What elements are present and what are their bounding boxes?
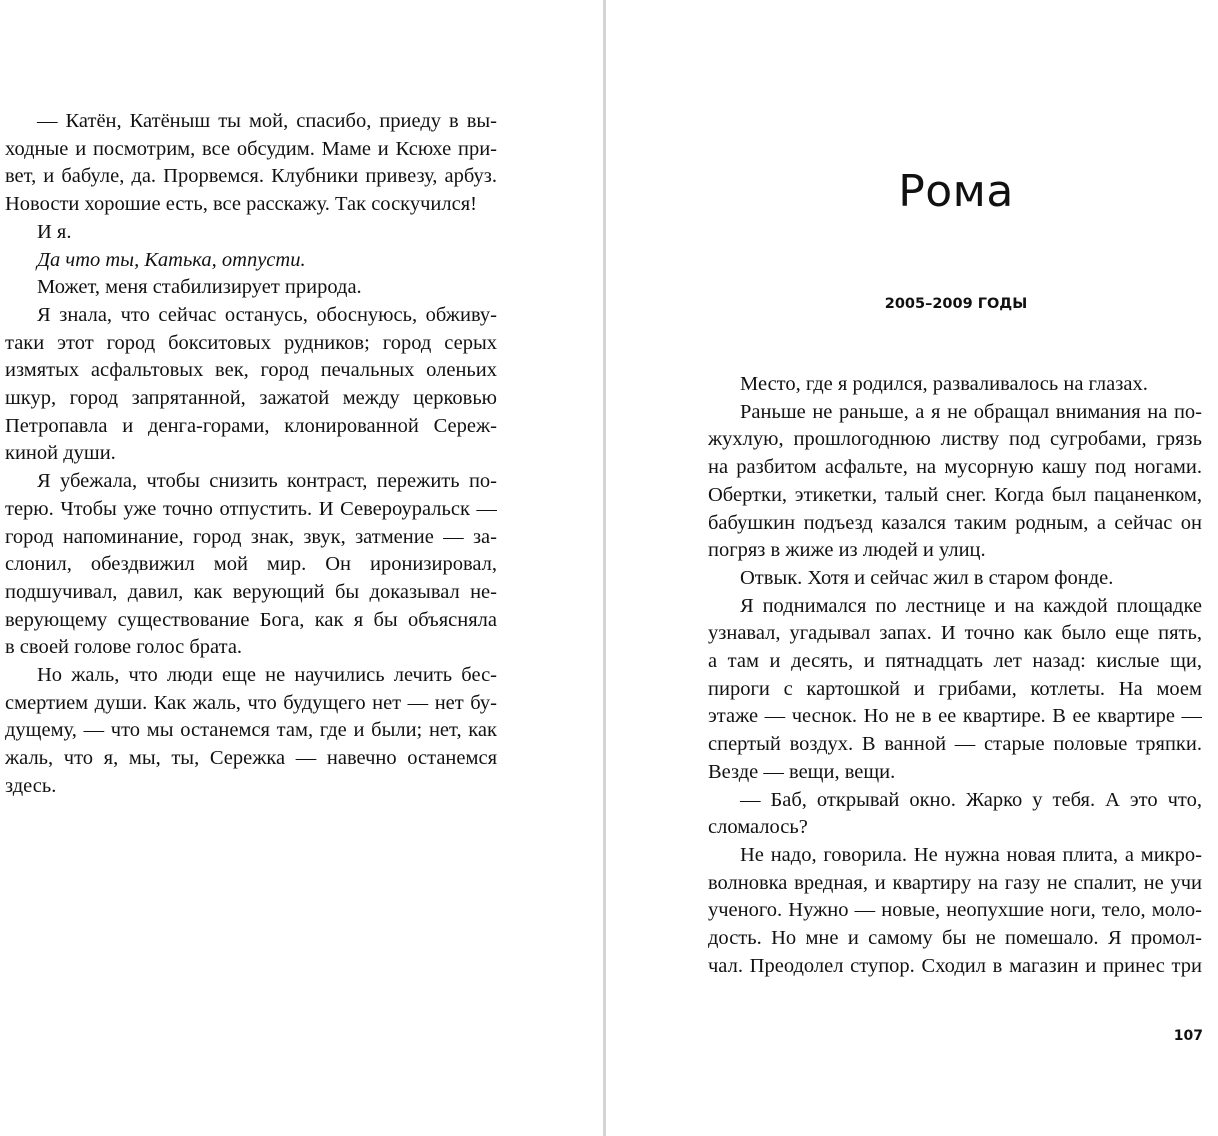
page-number: 107 xyxy=(1173,1028,1203,1044)
left-page-text xyxy=(5,108,497,801)
text-line: Я убежала, чтобы снизить контраст, пережить по- xyxy=(37,470,497,493)
right-page xyxy=(606,0,1218,1136)
text-line: измятых асфальтовых век, город печальных оленьих xyxy=(5,359,497,382)
text-line: Везде — вещи, вещи. xyxy=(708,760,896,783)
text-line: дущему, — что мы останемся там, где и были; нет, как xyxy=(5,719,497,742)
text-line: город напоминание, город знак, звук, затмение — за- xyxy=(5,525,497,548)
text-line: таки этот город бокситовых рудников; город серых xyxy=(5,331,497,354)
text-line: Место, где я родился, разваливалось на глазах. xyxy=(740,373,1148,395)
text-line: И я. xyxy=(37,220,72,243)
text-line: этаже — чеснок. Но не в ее квартире. В ее квартире — xyxy=(708,705,1202,728)
text-line: жаль, что я, мы, ты, Сережка — навечно останемся xyxy=(5,747,497,770)
text-line: в своей голове голос брата. xyxy=(5,636,243,659)
text-line: ходные и посмотрим, все обсудим. Маме и Ксюхе при- xyxy=(5,137,497,160)
chapter-title: Рома xyxy=(898,166,1014,217)
text-line: волновка вредная, и квартиру на газу не спалит, не учи xyxy=(708,871,1202,894)
text-line: погряз в жиже из людей и улиц. xyxy=(708,539,986,562)
text-line: Не надо, говорила. Не нужна новая плита, а микро- xyxy=(740,843,1202,866)
text-line: верующему существование Бога, как я бы объясняла xyxy=(5,608,497,631)
text-line: бабушкин подъезд казался таким родным, а сейчас он xyxy=(708,511,1202,534)
text-line: а там и десять, и пятнадцать лет назад: кислые щи, xyxy=(708,650,1202,673)
text-line: терю. Чтобы уже точно отпустить. И Североуральск — xyxy=(5,497,497,520)
text-line: узнавал, угадывал запах. И точно как было еще пять, xyxy=(708,622,1202,645)
text-line: Может, меня стабилизирует природа. xyxy=(37,276,362,299)
right-page-text xyxy=(708,371,1202,980)
text-line: подшучивал, давил, как верующий бы доказывал не- xyxy=(5,580,497,603)
text-line: чал. Преодолел ступор. Сходил в магазин и принес три xyxy=(708,954,1202,977)
text-line: смертием души. Как жаль, что будущего нет — нет бу- xyxy=(5,691,497,714)
text-line: Отвык. Хотя и сейчас жил в старом фонде. xyxy=(740,566,1114,589)
text-line: Я знала, что сейчас останусь, обоснуюсь, обживу- xyxy=(37,303,497,326)
text-line: слонил, обездвижил мой мир. Он иронизировал, xyxy=(5,553,497,576)
text-line: Петропавла и денга-горами, клонированной Сереж- xyxy=(5,414,497,437)
text-line: Раньше не раньше, а я не обращал внимания на по- xyxy=(740,400,1202,423)
text-line: Я поднимался по лестнице и на каждой площадке xyxy=(740,594,1202,617)
left-page xyxy=(0,0,603,1136)
text-line: Новости хорошие есть, все расскажу. Так соскучился! xyxy=(5,193,477,216)
text-line: шкур, город запрятанной, зажатой между церковью xyxy=(5,387,497,410)
text-line: Да что ты, Катька, отпусти. xyxy=(37,248,306,271)
text-line: — Катён, Катёныш ты мой, спасибо, приеду в вы- xyxy=(37,110,497,132)
text-line: дость. Но мне и самому бы не помешало. Я промол- xyxy=(708,927,1202,950)
text-line: — Баб, открывай окно. Жарко у тебя. А это что, xyxy=(740,788,1202,811)
chapter-subtitle: 2005–2009 ГОДЫ xyxy=(884,296,1028,312)
text-line: вет, и бабуле, да. Прорвемся. Клубники привезу, арбуз. xyxy=(5,165,497,188)
text-line: Но жаль, что люди еще не научились лечить бес- xyxy=(37,664,497,687)
text-line: сломалось? xyxy=(708,816,808,839)
text-line: ученого. Нужно — новые, неопухшие ноги, тело, моло- xyxy=(708,899,1202,922)
text-line: киной души. xyxy=(5,442,116,465)
text-line: пироги с картошкой и грибами, котлеты. На моем xyxy=(708,677,1202,700)
text-line: Обертки, этикетки, талый снег. Когда был пацаненком, xyxy=(708,483,1202,506)
text-line: спертый воздух. В ванной — старые половые тряпки. xyxy=(708,733,1202,756)
text-line: жухлую, прошлогоднюю листву под сугробами, грязь xyxy=(708,428,1202,451)
text-line: здесь. xyxy=(5,774,57,797)
text-line: на разбитом асфальте, на мусорную кашу под ногами. xyxy=(708,456,1202,479)
